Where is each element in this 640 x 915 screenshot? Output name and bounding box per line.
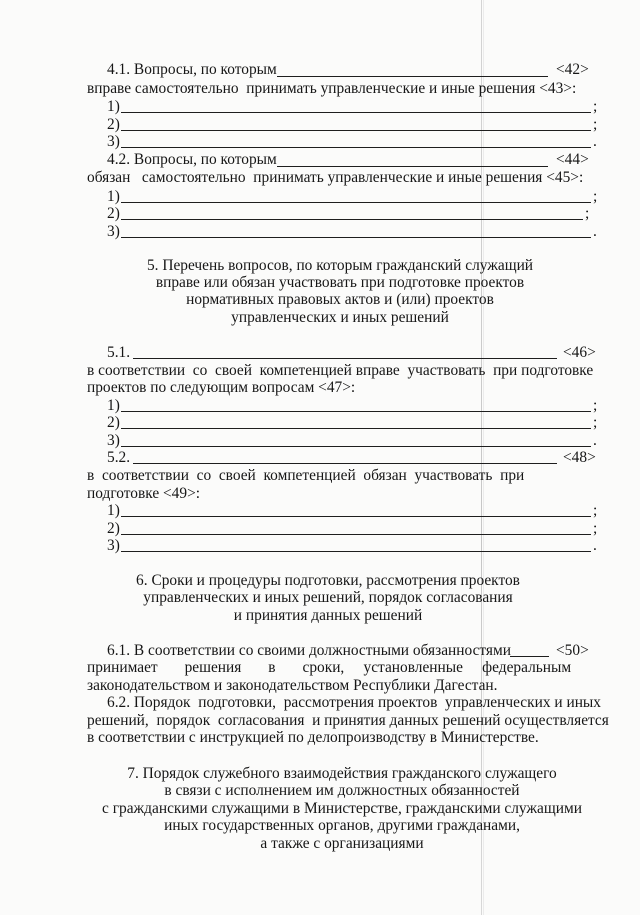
p62-line3: в соответствии с инструкцией по делопроизводству в Министерстве. [87,729,539,746]
s42-item3-end: . [593,223,597,240]
p61-ref: <50> [556,642,589,659]
s41-blank-line [277,76,548,77]
s42-item1-end: ; [593,188,598,205]
s51-line2: в соответствии со своей компетенцией вправе участвовать при подготовке [87,362,594,379]
s52-item1-num: 1) [107,502,120,519]
s51-item2-num: 2) [107,414,120,431]
s51-item2-line [121,428,591,429]
h7-line5: а также с организациями [260,835,424,852]
s41-heading: 4.1. Вопросы, по которым [107,61,277,78]
s51-item3-line [121,446,591,447]
s52-item3-num: 3) [107,537,120,554]
p61-line1: 6.1. В соответствии со своими должностными обязанностями [107,642,511,659]
h5-line2: вправе или обязан участвовать при подготовке проектов [155,274,525,291]
s41-item3-end: . [593,133,597,150]
s51-blank-line [133,358,557,359]
p62-line2: решений, порядок согласования и принятия данных решений осуществляется [87,712,609,729]
s42-ref: <44> [556,151,589,168]
h7-line2: в связи с исполнением им должностных обязанностей [164,782,520,799]
p62-line1: 6.2. Порядок подготовки, рассмотрения проектов управленческих и иных [107,694,601,711]
s42-item3-num: 3) [107,223,120,240]
h5-line3: нормативных правовых актов и (или) проектов [186,291,494,308]
s51-ref: <46> [563,344,596,361]
s41-item2-line [121,130,591,131]
s52-ref: <48> [563,449,596,466]
h5-line1: 5. Перечень вопросов, по которым гражданский служащий [146,257,534,274]
s42-item1-line [121,202,591,203]
p61-line2: принимает решения в сроки, установленные федеральным [87,659,572,676]
s41-item1-num: 1) [107,98,120,115]
p61-line3: законодательством и законодательством Республики Дагестан. [87,677,498,694]
s41-item1-line [121,112,591,113]
s42-item1-num: 1) [107,188,120,205]
s51-line3: проектов по следующим вопросам <47>: [87,379,356,396]
s51-item2-end: ; [593,414,598,431]
s41-ref: <42> [556,61,589,78]
s52-item1-end: ; [593,502,598,519]
h7-line1: 7. Порядок служебного взаимодействия гражданского служащего [127,765,557,782]
s52-item3-end: . [593,537,597,554]
s42-item3-line [121,237,591,238]
s52-num: 5.2. [107,449,131,466]
s41-item2-num: 2) [107,116,120,133]
s51-item1-num: 1) [107,397,120,414]
s52-item2-num: 2) [107,520,120,537]
s52-item2-end: ; [593,520,598,537]
s42-item2-line [121,219,583,220]
s52-item2-line [121,534,591,535]
h5-line4: управленческих и иных решений [231,309,449,326]
s42-heading: 4.2. Вопросы, по которым [107,151,277,168]
p61-blank-line [510,656,549,657]
s42-blank-line [277,166,548,167]
s42-line2: обязан самостоятельно принимать управленческие и иные решения <45>: [87,169,584,186]
h7-line3: с гражданскими служащими в Министерстве, гражданскими служащими [102,800,582,817]
s52-item1-line [121,516,591,517]
h6-line2: управленческих и иных решений, порядок согласования [143,589,513,606]
s41-item1-end: ; [593,98,598,115]
s51-item1-end: ; [593,397,598,414]
s41-item2-end: ; [593,116,598,133]
s51-item3-end: . [593,432,597,449]
s42-item2-num: 2) [107,205,120,222]
h6-line1: 6. Сроки и процедуры подготовки, рассмотрения проектов [136,572,520,589]
s52-line3: подготовке <49>: [87,485,201,502]
s41-item3-line [121,147,591,148]
s51-num: 5.1. [107,344,131,361]
s41-item3-num: 3) [107,133,120,150]
h7-line4: иных государственных органов, другими гражданами, [164,817,520,834]
s51-item1-line [121,411,591,412]
s42-item2-end: ; [585,205,590,222]
s52-item3-line [121,551,591,552]
s52-blank-line [133,463,557,464]
h6-line3: и принятия данных решений [233,607,423,624]
s51-item3-num: 3) [107,432,120,449]
s41-line2: вправе самостоятельно принимать управленческие и иные решения <43>: [87,80,577,97]
s52-line2: в соответствии со своей компетенцией обязан участвовать при [87,467,525,484]
